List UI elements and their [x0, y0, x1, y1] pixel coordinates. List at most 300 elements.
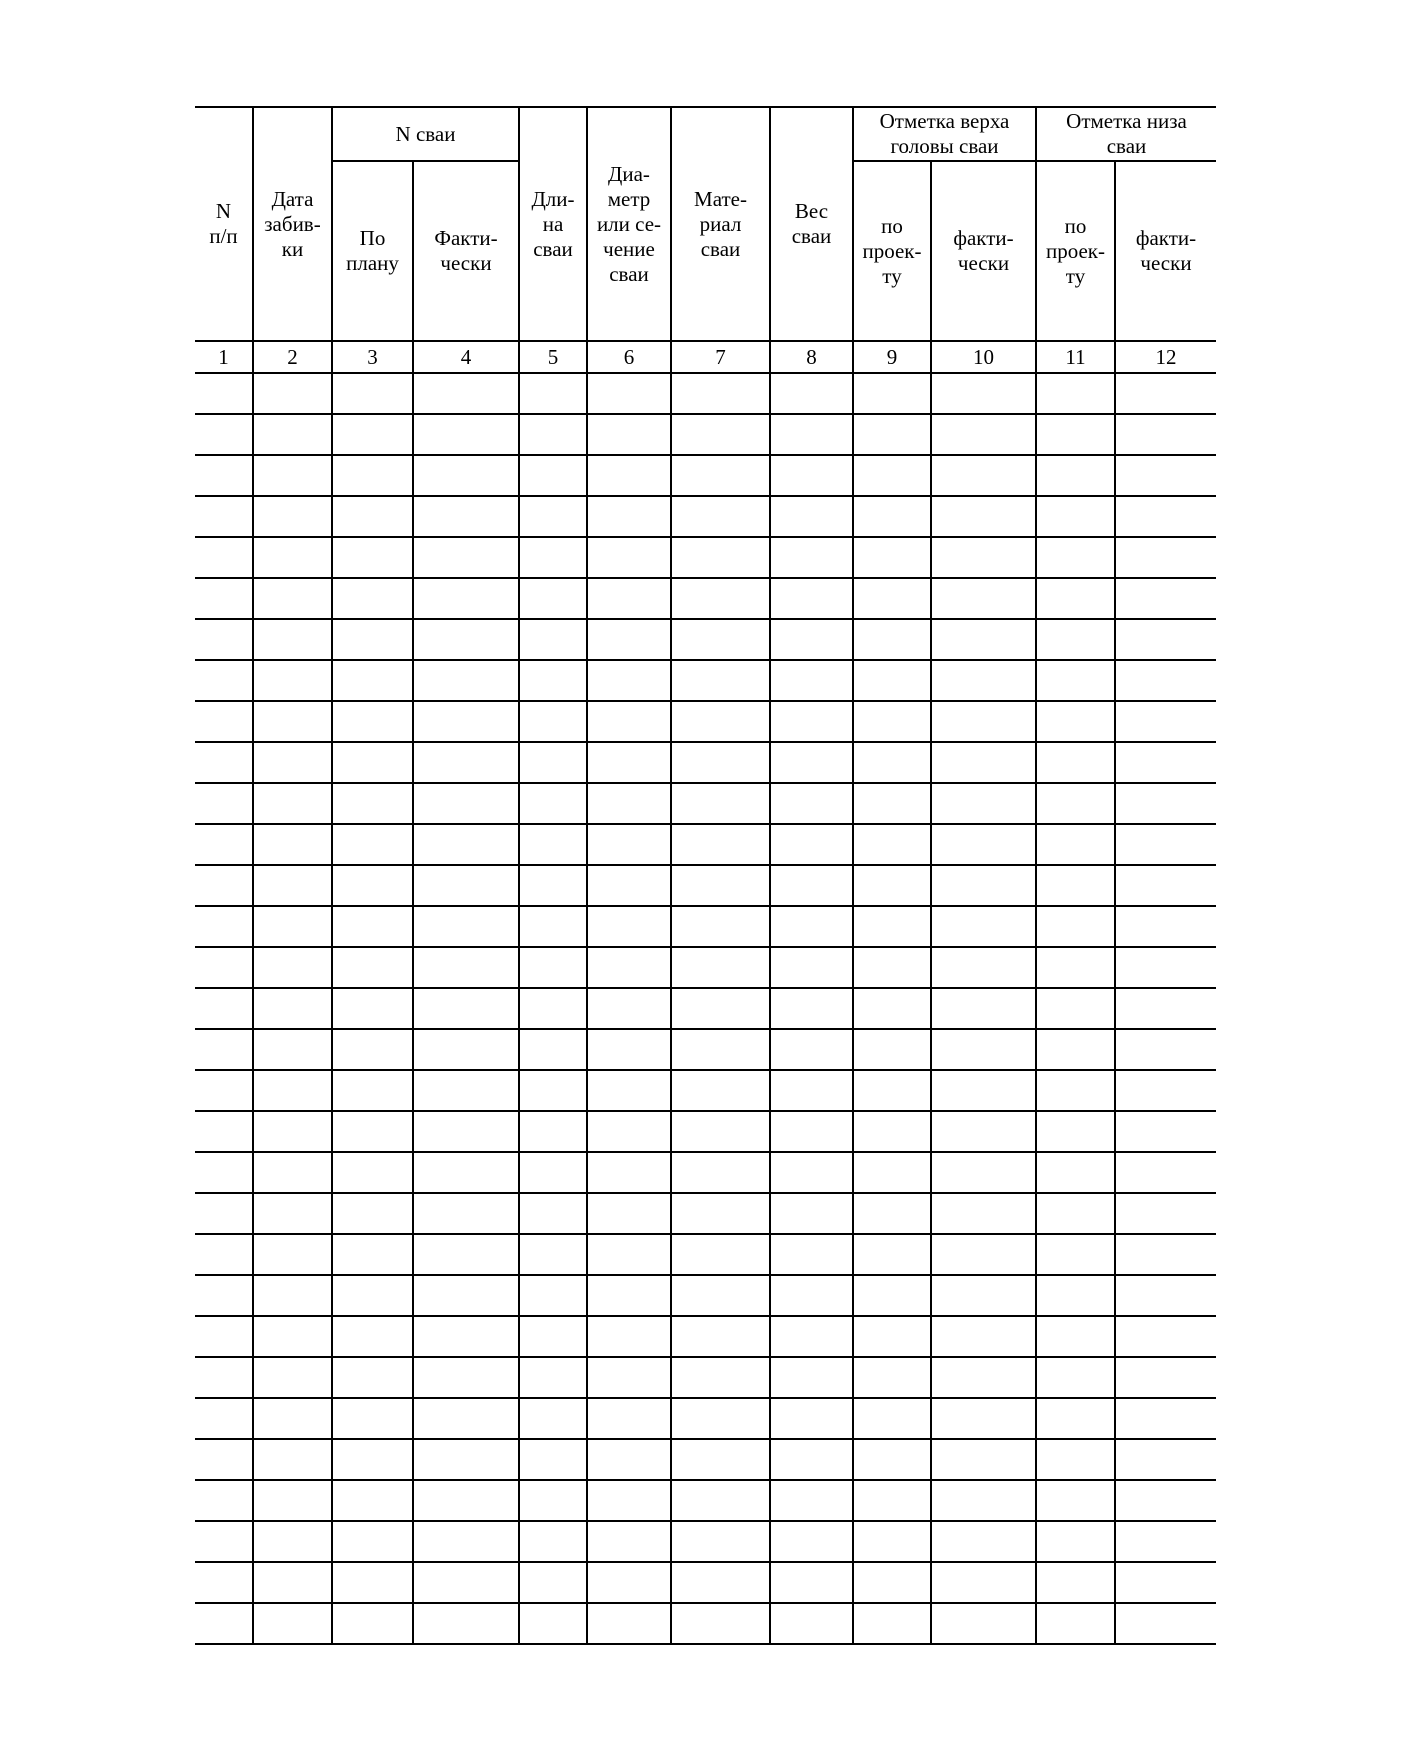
table-cell[interactable] [195, 988, 253, 1029]
table-cell[interactable] [931, 1029, 1036, 1070]
table-cell[interactable] [195, 537, 253, 578]
table-cell[interactable] [253, 824, 332, 865]
table-cell[interactable] [1036, 578, 1115, 619]
table-cell[interactable] [253, 1603, 332, 1644]
table-cell[interactable] [519, 701, 587, 742]
table-cell[interactable] [853, 496, 931, 537]
table-cell[interactable] [671, 1398, 770, 1439]
table-cell[interactable] [770, 1152, 853, 1193]
table-cell[interactable] [671, 1152, 770, 1193]
table-cell[interactable] [332, 783, 413, 824]
table-cell[interactable] [587, 906, 671, 947]
table-cell[interactable] [413, 1398, 519, 1439]
table-cell[interactable] [1036, 1316, 1115, 1357]
table-cell[interactable] [332, 578, 413, 619]
table-cell[interactable] [671, 1234, 770, 1275]
table-cell[interactable] [770, 496, 853, 537]
table-cell[interactable] [519, 496, 587, 537]
table-cell[interactable] [853, 742, 931, 783]
table-cell[interactable] [1115, 373, 1216, 414]
table-cell[interactable] [770, 660, 853, 701]
table-cell[interactable] [671, 455, 770, 496]
table-cell[interactable] [413, 988, 519, 1029]
table-cell[interactable] [195, 947, 253, 988]
table-cell[interactable] [1036, 1070, 1115, 1111]
table-cell[interactable] [587, 1316, 671, 1357]
table-cell[interactable] [770, 783, 853, 824]
table-cell[interactable] [332, 1234, 413, 1275]
table-cell[interactable] [332, 455, 413, 496]
table-cell[interactable] [587, 1398, 671, 1439]
table-cell[interactable] [253, 537, 332, 578]
table-cell[interactable] [519, 1603, 587, 1644]
table-cell[interactable] [1036, 1398, 1115, 1439]
table-cell[interactable] [853, 578, 931, 619]
table-cell[interactable] [853, 1521, 931, 1562]
table-cell[interactable] [253, 1480, 332, 1521]
table-cell[interactable] [587, 455, 671, 496]
table-cell[interactable] [1036, 988, 1115, 1029]
table-cell[interactable] [332, 1275, 413, 1316]
table-cell[interactable] [519, 947, 587, 988]
table-cell[interactable] [931, 1562, 1036, 1603]
table-cell[interactable] [195, 455, 253, 496]
table-cell[interactable] [853, 455, 931, 496]
table-cell[interactable] [931, 824, 1036, 865]
table-cell[interactable] [519, 1357, 587, 1398]
table-cell[interactable] [671, 1111, 770, 1152]
table-cell[interactable] [671, 824, 770, 865]
table-cell[interactable] [413, 455, 519, 496]
table-cell[interactable] [519, 1152, 587, 1193]
table-cell[interactable] [519, 783, 587, 824]
table-cell[interactable] [931, 1316, 1036, 1357]
table-cell[interactable] [332, 1193, 413, 1234]
table-cell[interactable] [931, 701, 1036, 742]
table-cell[interactable] [770, 578, 853, 619]
table-cell[interactable] [413, 742, 519, 783]
table-cell[interactable] [770, 455, 853, 496]
table-cell[interactable] [413, 373, 519, 414]
table-cell[interactable] [587, 701, 671, 742]
table-cell[interactable] [195, 1603, 253, 1644]
table-cell[interactable] [770, 1521, 853, 1562]
table-cell[interactable] [253, 1193, 332, 1234]
table-cell[interactable] [1036, 906, 1115, 947]
table-cell[interactable] [1036, 660, 1115, 701]
table-cell[interactable] [1036, 947, 1115, 988]
table-cell[interactable] [195, 1070, 253, 1111]
table-cell[interactable] [587, 1193, 671, 1234]
table-cell[interactable] [332, 414, 413, 455]
table-cell[interactable] [671, 1193, 770, 1234]
table-cell[interactable] [671, 1316, 770, 1357]
table-cell[interactable] [332, 988, 413, 1029]
table-cell[interactable] [671, 988, 770, 1029]
table-cell[interactable] [519, 988, 587, 1029]
table-cell[interactable] [931, 537, 1036, 578]
table-cell[interactable] [853, 1234, 931, 1275]
table-cell[interactable] [253, 906, 332, 947]
table-cell[interactable] [931, 578, 1036, 619]
table-cell[interactable] [195, 1316, 253, 1357]
table-cell[interactable] [413, 1234, 519, 1275]
table-cell[interactable] [853, 1439, 931, 1480]
table-cell[interactable] [1115, 537, 1216, 578]
table-cell[interactable] [671, 1521, 770, 1562]
table-cell[interactable] [195, 824, 253, 865]
table-cell[interactable] [931, 906, 1036, 947]
table-cell[interactable] [253, 1029, 332, 1070]
table-cell[interactable] [770, 865, 853, 906]
table-cell[interactable] [253, 455, 332, 496]
table-cell[interactable] [1036, 1603, 1115, 1644]
table-cell[interactable] [253, 1316, 332, 1357]
table-cell[interactable] [332, 496, 413, 537]
table-cell[interactable] [931, 1111, 1036, 1152]
table-cell[interactable] [332, 824, 413, 865]
table-cell[interactable] [671, 1070, 770, 1111]
table-cell[interactable] [931, 660, 1036, 701]
table-cell[interactable] [587, 578, 671, 619]
table-cell[interactable] [931, 1521, 1036, 1562]
table-cell[interactable] [253, 783, 332, 824]
table-cell[interactable] [413, 578, 519, 619]
table-cell[interactable] [587, 1029, 671, 1070]
table-cell[interactable] [931, 1603, 1036, 1644]
table-cell[interactable] [853, 1398, 931, 1439]
table-cell[interactable] [253, 701, 332, 742]
table-cell[interactable] [195, 1562, 253, 1603]
table-cell[interactable] [671, 1357, 770, 1398]
table-cell[interactable] [1036, 1111, 1115, 1152]
table-cell[interactable] [195, 496, 253, 537]
table-cell[interactable] [332, 1111, 413, 1152]
table-cell[interactable] [931, 373, 1036, 414]
table-cell[interactable] [587, 496, 671, 537]
table-cell[interactable] [413, 1029, 519, 1070]
table-cell[interactable] [770, 824, 853, 865]
table-cell[interactable] [853, 1193, 931, 1234]
table-cell[interactable] [1115, 1234, 1216, 1275]
table-cell[interactable] [253, 1521, 332, 1562]
table-cell[interactable] [253, 496, 332, 537]
table-cell[interactable] [1115, 1562, 1216, 1603]
table-cell[interactable] [519, 742, 587, 783]
table-cell[interactable] [671, 906, 770, 947]
table-cell[interactable] [671, 1439, 770, 1480]
table-cell[interactable] [671, 578, 770, 619]
table-cell[interactable] [671, 783, 770, 824]
table-cell[interactable] [332, 1480, 413, 1521]
table-cell[interactable] [1036, 496, 1115, 537]
table-cell[interactable] [587, 1275, 671, 1316]
table-cell[interactable] [853, 414, 931, 455]
table-cell[interactable] [413, 414, 519, 455]
table-cell[interactable] [413, 1316, 519, 1357]
table-cell[interactable] [519, 1439, 587, 1480]
table-cell[interactable] [1036, 455, 1115, 496]
table-cell[interactable] [519, 1316, 587, 1357]
table-cell[interactable] [853, 1480, 931, 1521]
table-cell[interactable] [931, 1193, 1036, 1234]
table-cell[interactable] [853, 906, 931, 947]
table-cell[interactable] [413, 1152, 519, 1193]
table-cell[interactable] [413, 906, 519, 947]
table-cell[interactable] [1115, 742, 1216, 783]
table-cell[interactable] [1036, 1439, 1115, 1480]
table-cell[interactable] [195, 414, 253, 455]
table-cell[interactable] [770, 701, 853, 742]
table-cell[interactable] [253, 578, 332, 619]
table-cell[interactable] [413, 496, 519, 537]
table-cell[interactable] [1115, 824, 1216, 865]
table-cell[interactable] [519, 824, 587, 865]
table-cell[interactable] [770, 1603, 853, 1644]
table-cell[interactable] [1036, 1234, 1115, 1275]
table-cell[interactable] [253, 1562, 332, 1603]
table-cell[interactable] [413, 824, 519, 865]
table-cell[interactable] [770, 1111, 853, 1152]
table-cell[interactable] [671, 1275, 770, 1316]
table-cell[interactable] [195, 906, 253, 947]
table-cell[interactable] [671, 947, 770, 988]
table-cell[interactable] [332, 1562, 413, 1603]
table-cell[interactable] [519, 1070, 587, 1111]
table-cell[interactable] [332, 1152, 413, 1193]
table-cell[interactable] [931, 496, 1036, 537]
table-cell[interactable] [253, 1275, 332, 1316]
table-cell[interactable] [853, 824, 931, 865]
table-cell[interactable] [195, 1111, 253, 1152]
table-cell[interactable] [931, 742, 1036, 783]
table-cell[interactable] [931, 1234, 1036, 1275]
table-cell[interactable] [195, 1357, 253, 1398]
table-cell[interactable] [1115, 1193, 1216, 1234]
table-cell[interactable] [332, 1029, 413, 1070]
table-cell[interactable] [1115, 906, 1216, 947]
table-cell[interactable] [853, 701, 931, 742]
table-cell[interactable] [853, 1603, 931, 1644]
table-cell[interactable] [253, 619, 332, 660]
table-cell[interactable] [519, 455, 587, 496]
table-cell[interactable] [770, 1316, 853, 1357]
table-cell[interactable] [1115, 701, 1216, 742]
table-cell[interactable] [332, 1603, 413, 1644]
table-cell[interactable] [413, 619, 519, 660]
table-cell[interactable] [671, 1562, 770, 1603]
table-cell[interactable] [1036, 783, 1115, 824]
table-cell[interactable] [1036, 742, 1115, 783]
table-cell[interactable] [587, 537, 671, 578]
table-cell[interactable] [931, 1275, 1036, 1316]
table-cell[interactable] [413, 1111, 519, 1152]
table-cell[interactable] [1115, 496, 1216, 537]
table-cell[interactable] [671, 496, 770, 537]
table-cell[interactable] [587, 1070, 671, 1111]
table-cell[interactable] [1036, 1029, 1115, 1070]
table-cell[interactable] [770, 1562, 853, 1603]
table-cell[interactable] [1036, 373, 1115, 414]
table-cell[interactable] [1036, 1152, 1115, 1193]
table-cell[interactable] [853, 947, 931, 988]
table-cell[interactable] [195, 373, 253, 414]
table-cell[interactable] [1036, 701, 1115, 742]
table-cell[interactable] [519, 414, 587, 455]
table-cell[interactable] [931, 619, 1036, 660]
table-cell[interactable] [519, 619, 587, 660]
table-cell[interactable] [770, 619, 853, 660]
table-cell[interactable] [332, 619, 413, 660]
table-cell[interactable] [853, 865, 931, 906]
table-cell[interactable] [332, 1398, 413, 1439]
table-cell[interactable] [253, 373, 332, 414]
table-cell[interactable] [1115, 1316, 1216, 1357]
table-cell[interactable] [770, 1029, 853, 1070]
table-cell[interactable] [671, 701, 770, 742]
table-cell[interactable] [1115, 988, 1216, 1029]
table-cell[interactable] [853, 1029, 931, 1070]
table-cell[interactable] [587, 373, 671, 414]
table-cell[interactable] [253, 865, 332, 906]
table-cell[interactable] [519, 1193, 587, 1234]
table-cell[interactable] [587, 1521, 671, 1562]
table-cell[interactable] [1115, 1152, 1216, 1193]
table-cell[interactable] [770, 1234, 853, 1275]
table-cell[interactable] [931, 783, 1036, 824]
table-cell[interactable] [253, 1152, 332, 1193]
table-cell[interactable] [253, 1070, 332, 1111]
table-cell[interactable] [1115, 1357, 1216, 1398]
table-cell[interactable] [1115, 1439, 1216, 1480]
table-cell[interactable] [853, 619, 931, 660]
table-cell[interactable] [587, 947, 671, 988]
table-cell[interactable] [931, 1439, 1036, 1480]
table-cell[interactable] [413, 1070, 519, 1111]
table-cell[interactable] [770, 1480, 853, 1521]
table-cell[interactable] [332, 701, 413, 742]
table-cell[interactable] [587, 1480, 671, 1521]
table-cell[interactable] [413, 660, 519, 701]
table-cell[interactable] [519, 1562, 587, 1603]
table-cell[interactable] [931, 414, 1036, 455]
table-cell[interactable] [1036, 537, 1115, 578]
table-cell[interactable] [770, 1193, 853, 1234]
table-cell[interactable] [519, 906, 587, 947]
table-cell[interactable] [853, 1316, 931, 1357]
table-cell[interactable] [587, 1562, 671, 1603]
table-cell[interactable] [519, 1480, 587, 1521]
table-cell[interactable] [587, 783, 671, 824]
table-cell[interactable] [853, 660, 931, 701]
table-cell[interactable] [587, 1234, 671, 1275]
table-cell[interactable] [413, 1275, 519, 1316]
table-cell[interactable] [853, 783, 931, 824]
table-cell[interactable] [519, 1029, 587, 1070]
table-cell[interactable] [413, 1193, 519, 1234]
table-cell[interactable] [253, 414, 332, 455]
table-cell[interactable] [253, 1111, 332, 1152]
table-cell[interactable] [253, 947, 332, 988]
table-cell[interactable] [931, 947, 1036, 988]
table-cell[interactable] [587, 1603, 671, 1644]
table-cell[interactable] [1115, 1398, 1216, 1439]
table-cell[interactable] [332, 537, 413, 578]
table-cell[interactable] [770, 742, 853, 783]
table-cell[interactable] [195, 1439, 253, 1480]
table-cell[interactable] [253, 1439, 332, 1480]
table-cell[interactable] [1036, 1480, 1115, 1521]
table-cell[interactable] [770, 373, 853, 414]
table-cell[interactable] [1036, 1562, 1115, 1603]
table-cell[interactable] [332, 373, 413, 414]
table-cell[interactable] [1036, 824, 1115, 865]
table-cell[interactable] [587, 414, 671, 455]
table-cell[interactable] [1036, 1357, 1115, 1398]
table-cell[interactable] [587, 1357, 671, 1398]
table-cell[interactable] [195, 1480, 253, 1521]
table-cell[interactable] [519, 1398, 587, 1439]
table-cell[interactable] [931, 988, 1036, 1029]
table-cell[interactable] [195, 619, 253, 660]
table-cell[interactable] [1036, 865, 1115, 906]
table-cell[interactable] [195, 660, 253, 701]
table-cell[interactable] [195, 783, 253, 824]
table-cell[interactable] [195, 865, 253, 906]
table-cell[interactable] [770, 537, 853, 578]
table-cell[interactable] [253, 1234, 332, 1275]
table-cell[interactable] [671, 619, 770, 660]
table-cell[interactable] [413, 783, 519, 824]
table-cell[interactable] [195, 701, 253, 742]
table-cell[interactable] [770, 988, 853, 1029]
table-cell[interactable] [931, 1480, 1036, 1521]
table-cell[interactable] [253, 1398, 332, 1439]
table-cell[interactable] [413, 1439, 519, 1480]
table-cell[interactable] [519, 1275, 587, 1316]
table-cell[interactable] [671, 1603, 770, 1644]
table-cell[interactable] [853, 988, 931, 1029]
table-cell[interactable] [853, 373, 931, 414]
table-cell[interactable] [671, 537, 770, 578]
table-cell[interactable] [931, 1398, 1036, 1439]
table-cell[interactable] [853, 1562, 931, 1603]
table-cell[interactable] [519, 865, 587, 906]
table-cell[interactable] [195, 1521, 253, 1562]
table-cell[interactable] [1115, 1521, 1216, 1562]
table-cell[interactable] [931, 1152, 1036, 1193]
table-cell[interactable] [931, 1357, 1036, 1398]
table-cell[interactable] [413, 537, 519, 578]
table-cell[interactable] [519, 373, 587, 414]
table-cell[interactable] [332, 1316, 413, 1357]
table-cell[interactable] [413, 1521, 519, 1562]
table-cell[interactable] [332, 1439, 413, 1480]
table-cell[interactable] [587, 660, 671, 701]
table-cell[interactable] [519, 660, 587, 701]
table-cell[interactable] [1036, 1193, 1115, 1234]
table-cell[interactable] [671, 1480, 770, 1521]
table-cell[interactable] [770, 1275, 853, 1316]
table-cell[interactable] [413, 1562, 519, 1603]
table-cell[interactable] [853, 1070, 931, 1111]
table-cell[interactable] [671, 414, 770, 455]
table-cell[interactable] [332, 1070, 413, 1111]
table-cell[interactable] [587, 1111, 671, 1152]
table-cell[interactable] [1036, 1521, 1115, 1562]
table-cell[interactable] [587, 619, 671, 660]
table-cell[interactable] [770, 1070, 853, 1111]
